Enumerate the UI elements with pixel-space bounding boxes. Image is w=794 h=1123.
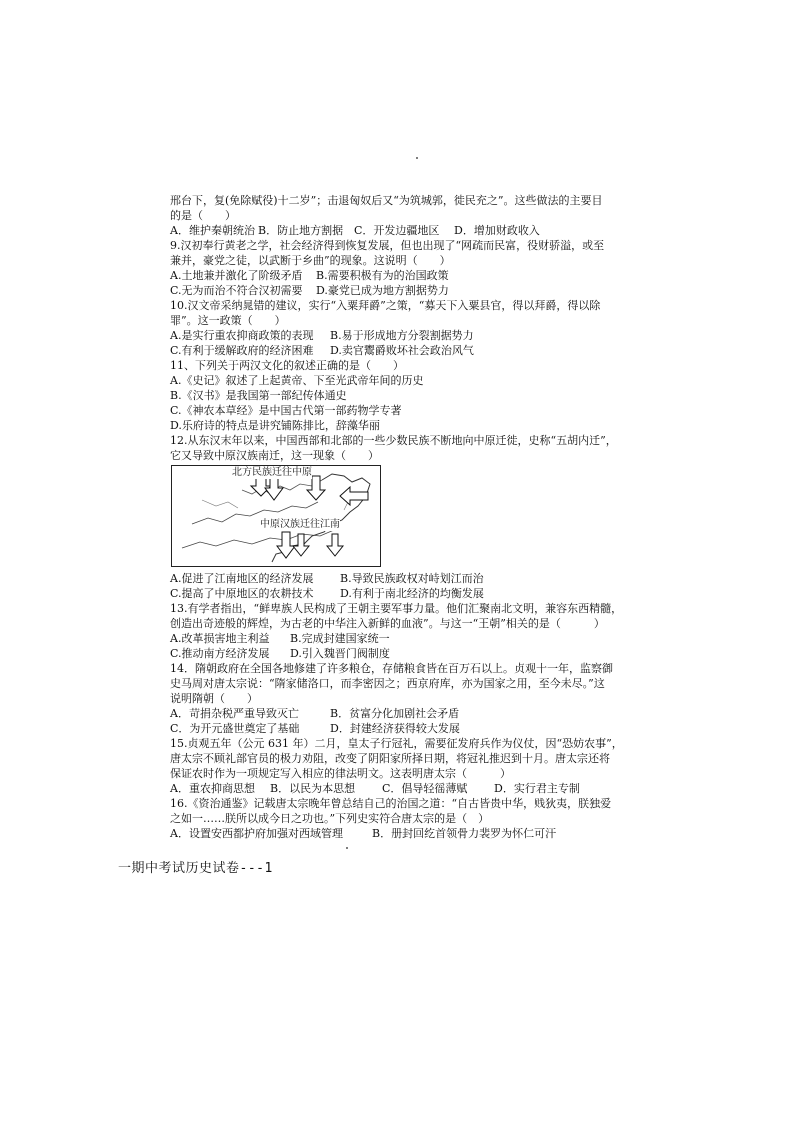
question-16 xyxy=(170,796,630,841)
question-9 xyxy=(170,238,630,298)
down-arrow-icon xyxy=(277,532,295,558)
options-row xyxy=(170,826,630,841)
option-a: A．重农抑商思想 xyxy=(170,782,255,795)
scan-speck-top xyxy=(416,157,418,159)
question-12 xyxy=(170,433,630,601)
question-stem-line: 13.有学者指出，“鲜卑族人民构成了王朝主要军事力量。他们汇聚南北文明，兼容东西精髓， xyxy=(170,602,623,615)
question-stem-line: 创造出奇迹般的辉煌，为古老的中华注入新鲜的血液”。与这一“王朝”相关的是（ ） xyxy=(170,617,605,630)
down-arrow-icon xyxy=(327,534,343,556)
page-footer: 一期中考试历史试卷---1 xyxy=(118,861,273,876)
option-b: B.导致民族政权对峙划江而治 xyxy=(340,572,484,585)
options-row xyxy=(170,721,630,736)
option-b: B.易于形成地方分裂割据势力 xyxy=(330,329,474,342)
scan-speck-bottom xyxy=(346,847,348,849)
option-d: D.有利于南北经济的均衡发展 xyxy=(340,587,484,600)
question-stem-line: 12.从东汉末年以来，中国西部和北部的一些少数民族不断地向中原迁徙，史称“五胡内迁”， xyxy=(170,434,617,447)
option-c: C.推动南方经济发展 xyxy=(170,647,270,660)
question-stem-line: 9.汉初奉行黄老之学，社会经济得到恢复发展，但也出现了“网疏而民富，役财骄溢，或至 xyxy=(170,239,605,252)
option-d: D.卖官鬻爵败坏社会政治风气 xyxy=(330,344,474,357)
exam-page-content xyxy=(170,193,630,841)
question-stem-line: 15.贞观五年（公元 631 年）二月，皇太子行冠礼，需要征发府兵作为仪仗，因“恐妨农事”， xyxy=(170,737,623,750)
left-arrow-icon xyxy=(340,487,368,505)
question-stem-line: 邢台下，复(免除赋役)十二岁”；击退匈奴后又“为筑城郭，徙民充之”。这些做法的主要目 xyxy=(170,194,603,207)
question-stem-line: 兼并，豪党之徒，以武断于乡曲”的现象。这说明（ ） xyxy=(170,254,451,267)
question-stem-line: 说明隋朝（ ） xyxy=(170,692,258,705)
option-c: C.提高了中原地区的农耕技术 xyxy=(170,587,314,600)
option-c: C．开发边疆地区 xyxy=(354,224,440,237)
option-a: A．设置安西都护府加强对西域管理 xyxy=(170,827,343,840)
question-stem-line: 保证农时作为一项规定写入相应的律法明文。这表明唐太宗（ ） xyxy=(170,767,511,780)
option-a: A.改革损害地主利益 xyxy=(170,632,270,645)
options-row xyxy=(170,631,630,646)
question-13 xyxy=(170,601,630,661)
option-a: A．维护秦朝统治 xyxy=(170,224,255,237)
options-row xyxy=(170,571,630,586)
option-c: C.有利于缓解政府的经济困难 xyxy=(170,344,314,357)
question-stem-line: 14．隋朝政府在全国各地修建了许多粮仓，存储粮食皆在百万石以上。贞观十一年，监察御 xyxy=(170,662,613,675)
options-row xyxy=(170,706,630,721)
map-label-north: 北方民族迁往中原 xyxy=(232,467,312,478)
option-c: C．为开元盛世奠定了基础 xyxy=(170,722,300,735)
question-stem-line: 唐太宗不顾礼部官员的极力劝阻，改变了阴阳家所择日期，将冠礼推迟到十月。唐太宗还将 xyxy=(170,752,610,765)
options-row xyxy=(170,586,630,601)
question-stem-line: 史马周对唐太宗说：“隋家储洛口，而李密因之；西京府库，亦为国家之用，至今未尽。”这 xyxy=(170,677,605,690)
option-c: C.无为而治不符合汉初需要 xyxy=(170,284,303,297)
question-11 xyxy=(170,358,630,433)
question-stem-line: 10.汉文帝采纳晁错的建议，实行“入粟拜爵”之策，“募天下入粟县官，得以拜爵，得以除 xyxy=(170,299,601,312)
option-a: A.是实行重农抑商政策的表现 xyxy=(170,329,314,342)
options-row xyxy=(170,343,630,358)
options-row xyxy=(170,223,630,238)
options-row xyxy=(170,283,630,298)
option-d: D．增加财政收入 xyxy=(454,224,540,237)
options-row xyxy=(170,328,630,343)
arrows-central-to-south xyxy=(277,532,343,558)
option-d: D．封建经济获得较大发展 xyxy=(330,722,460,735)
option-c: C．倡导轻徭薄赋 xyxy=(382,782,468,795)
option-a: A.土地兼并激化了阶级矛盾 xyxy=(170,269,303,282)
question-stem-line: 11、下列关于两汉文化的叙述正确的是（ ） xyxy=(170,359,404,372)
option-d: D.乐府诗的特点是讲究铺陈排比，辞藻华丽 xyxy=(170,419,380,432)
options-row xyxy=(170,268,630,283)
option-d: D.引入魏晋门阀制度 xyxy=(290,647,390,660)
question-8 xyxy=(170,193,630,238)
map-graphic xyxy=(172,466,380,566)
question-14 xyxy=(170,661,630,736)
option-b: B.需要积极有为的治国政策 xyxy=(316,269,449,282)
option-b: B．贫富分化加剧社会矛盾 xyxy=(330,707,460,720)
option-b: B．防止地方割据 xyxy=(258,224,344,237)
question-stem-line: 的是（ ） xyxy=(170,209,236,222)
option-a: A.《史记》叙述了上起黄帝、下至光武帝年间的历史 xyxy=(170,374,424,387)
question-stem-line: 罪”。这一政策（ ） xyxy=(170,314,286,327)
options-row xyxy=(170,646,630,661)
option-b: B．册封回纥首领骨力裴罗为怀仁可汗 xyxy=(372,827,557,840)
question-stem-line: 16.《资治通鉴》记载唐太宗晚年曾总结自己的治国之道：“自古皆贵中华，贱狄夷，朕独爱 xyxy=(170,797,612,810)
option-b: B.完成封建国家统一 xyxy=(290,632,390,645)
option-c: C.《神农本草经》是中国古代第一部药物学专著 xyxy=(170,404,402,417)
options-row xyxy=(170,781,630,796)
option-b: B．以民为本思想 xyxy=(270,782,356,795)
option-a: A．苛捐杂税严重导致灭亡 xyxy=(170,707,299,720)
terrain-line xyxy=(202,500,238,508)
map-label-south: 中原汉族迁往江南 xyxy=(260,519,340,530)
question-15 xyxy=(170,736,630,796)
question-10 xyxy=(170,298,630,358)
option-d: D．实行君主专制 xyxy=(494,782,580,795)
option-a: A.促进了江南地区的经济发展 xyxy=(170,572,314,585)
yangtze-river xyxy=(182,530,334,548)
migration-map xyxy=(171,465,381,567)
question-stem-line: 它又导致中原汉族南迁，这一现象（ ） xyxy=(170,449,379,462)
option-d: D.豪党已成为地方割据势力 xyxy=(316,284,449,297)
question-stem-line: 之如一……朕所以成今日之功也。”下列史实符合唐太宗的是（ ） xyxy=(170,812,490,825)
option-b: B.《汉书》是我国第一部纪传体通史 xyxy=(170,389,347,402)
